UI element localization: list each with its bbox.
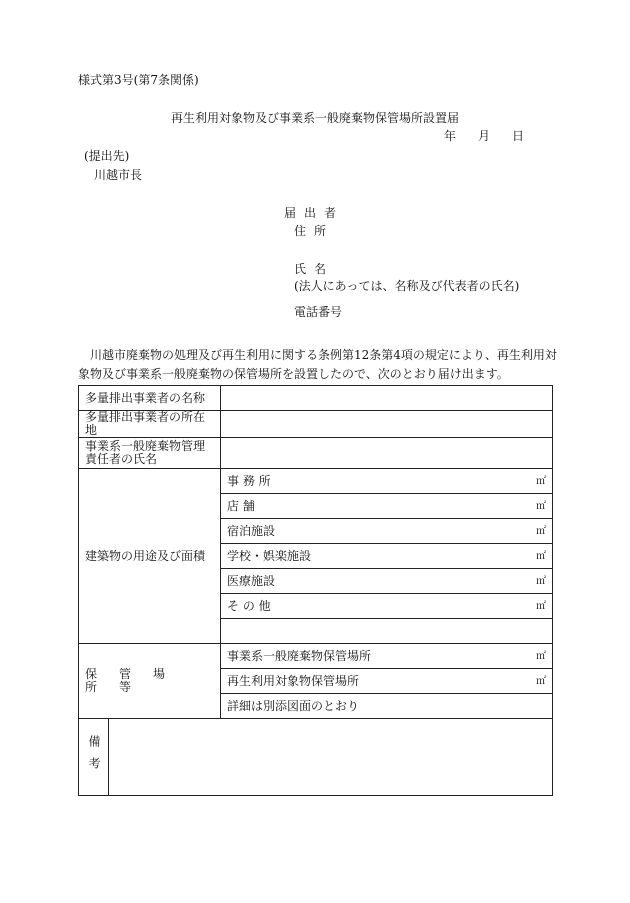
remarks-label: 備考	[79, 719, 109, 796]
manager-name-field[interactable]	[221, 438, 553, 469]
square-meter-unit: ㎡	[536, 525, 546, 537]
date-month-label: 月	[478, 129, 491, 143]
building-use-blank-row[interactable]	[221, 619, 553, 644]
storage-row[interactable]	[221, 669, 553, 694]
name-label: 氏名	[294, 262, 335, 276]
square-meter-unit: ㎡	[536, 500, 546, 512]
building-use-label: 建築物の用途及び面積	[79, 469, 221, 644]
document-title: 再生利用対象物及び事業系一般廃棄物保管場所設置届	[170, 111, 459, 125]
building-use-name: 医療施設	[227, 573, 276, 588]
square-meter-unit: ㎡	[536, 475, 546, 487]
applicant-heading: 届出者	[284, 206, 345, 220]
storage-label: 保管場所等	[79, 644, 221, 719]
building-use-row[interactable]	[221, 519, 553, 544]
building-use-name: そ の 他	[227, 598, 271, 613]
square-meter-unit: ㎡	[536, 650, 546, 662]
square-meter-unit: ㎡	[536, 675, 546, 687]
date-day-label: 日	[512, 129, 525, 143]
business-name-field[interactable]	[221, 386, 553, 411]
remarks-field[interactable]	[109, 719, 553, 796]
square-meter-unit: ㎡	[536, 550, 546, 562]
building-use-name: 事 務 所	[227, 473, 271, 488]
building-use-name: 宿泊施設	[227, 523, 276, 538]
building-use-name: 店 舗	[227, 498, 255, 513]
building-use-row[interactable]	[221, 494, 553, 519]
body-text: 川越市廃棄物の処理及び再生利用に関する条例第12条第4項の規定により、再生利用対象物及び事業系一般廃棄物の保管場所を設置したので、次のとおり届け出ます。	[78, 348, 557, 381]
square-meter-unit: ㎡	[536, 600, 546, 612]
manager-label	[79, 438, 221, 469]
business-location-label: 多量排出事業者の所在地	[79, 411, 221, 438]
storage-name: 事業系一般廃棄物保管場所	[227, 648, 372, 663]
building-use-row[interactable]	[221, 544, 553, 569]
storage-name: 再生利用対象物保管場所	[227, 673, 360, 688]
notification-form-table	[78, 385, 553, 796]
building-use-row[interactable]	[221, 469, 553, 494]
building-use-row[interactable]	[221, 569, 553, 594]
form-number: 様式第3号(第7条関係)	[78, 73, 199, 87]
manager-label-line1: 事業系一般廃棄物管理	[85, 439, 206, 453]
phone-label: 電話番号	[294, 305, 343, 319]
name-note: (法人にあっては、名称及び代表者の氏名)	[294, 279, 520, 293]
building-use-row[interactable]	[221, 594, 553, 619]
storage-row[interactable]	[221, 644, 553, 669]
manager-label-line2: 責任者の氏名	[85, 452, 158, 466]
storage-note: 詳細は別添図面のとおり	[221, 694, 553, 719]
business-name-label: 多量排出事業者の名称	[79, 386, 221, 411]
building-use-name: 学校・娯楽施設	[227, 548, 312, 563]
address-label: 住所	[294, 224, 335, 238]
recipient: 川越市長	[94, 168, 143, 182]
business-location-field[interactable]	[221, 411, 553, 438]
square-meter-unit: ㎡	[536, 575, 546, 587]
date-year-label: 年	[444, 129, 457, 143]
submit-to-label: (提出先)	[84, 149, 130, 163]
date-line	[444, 127, 524, 144]
